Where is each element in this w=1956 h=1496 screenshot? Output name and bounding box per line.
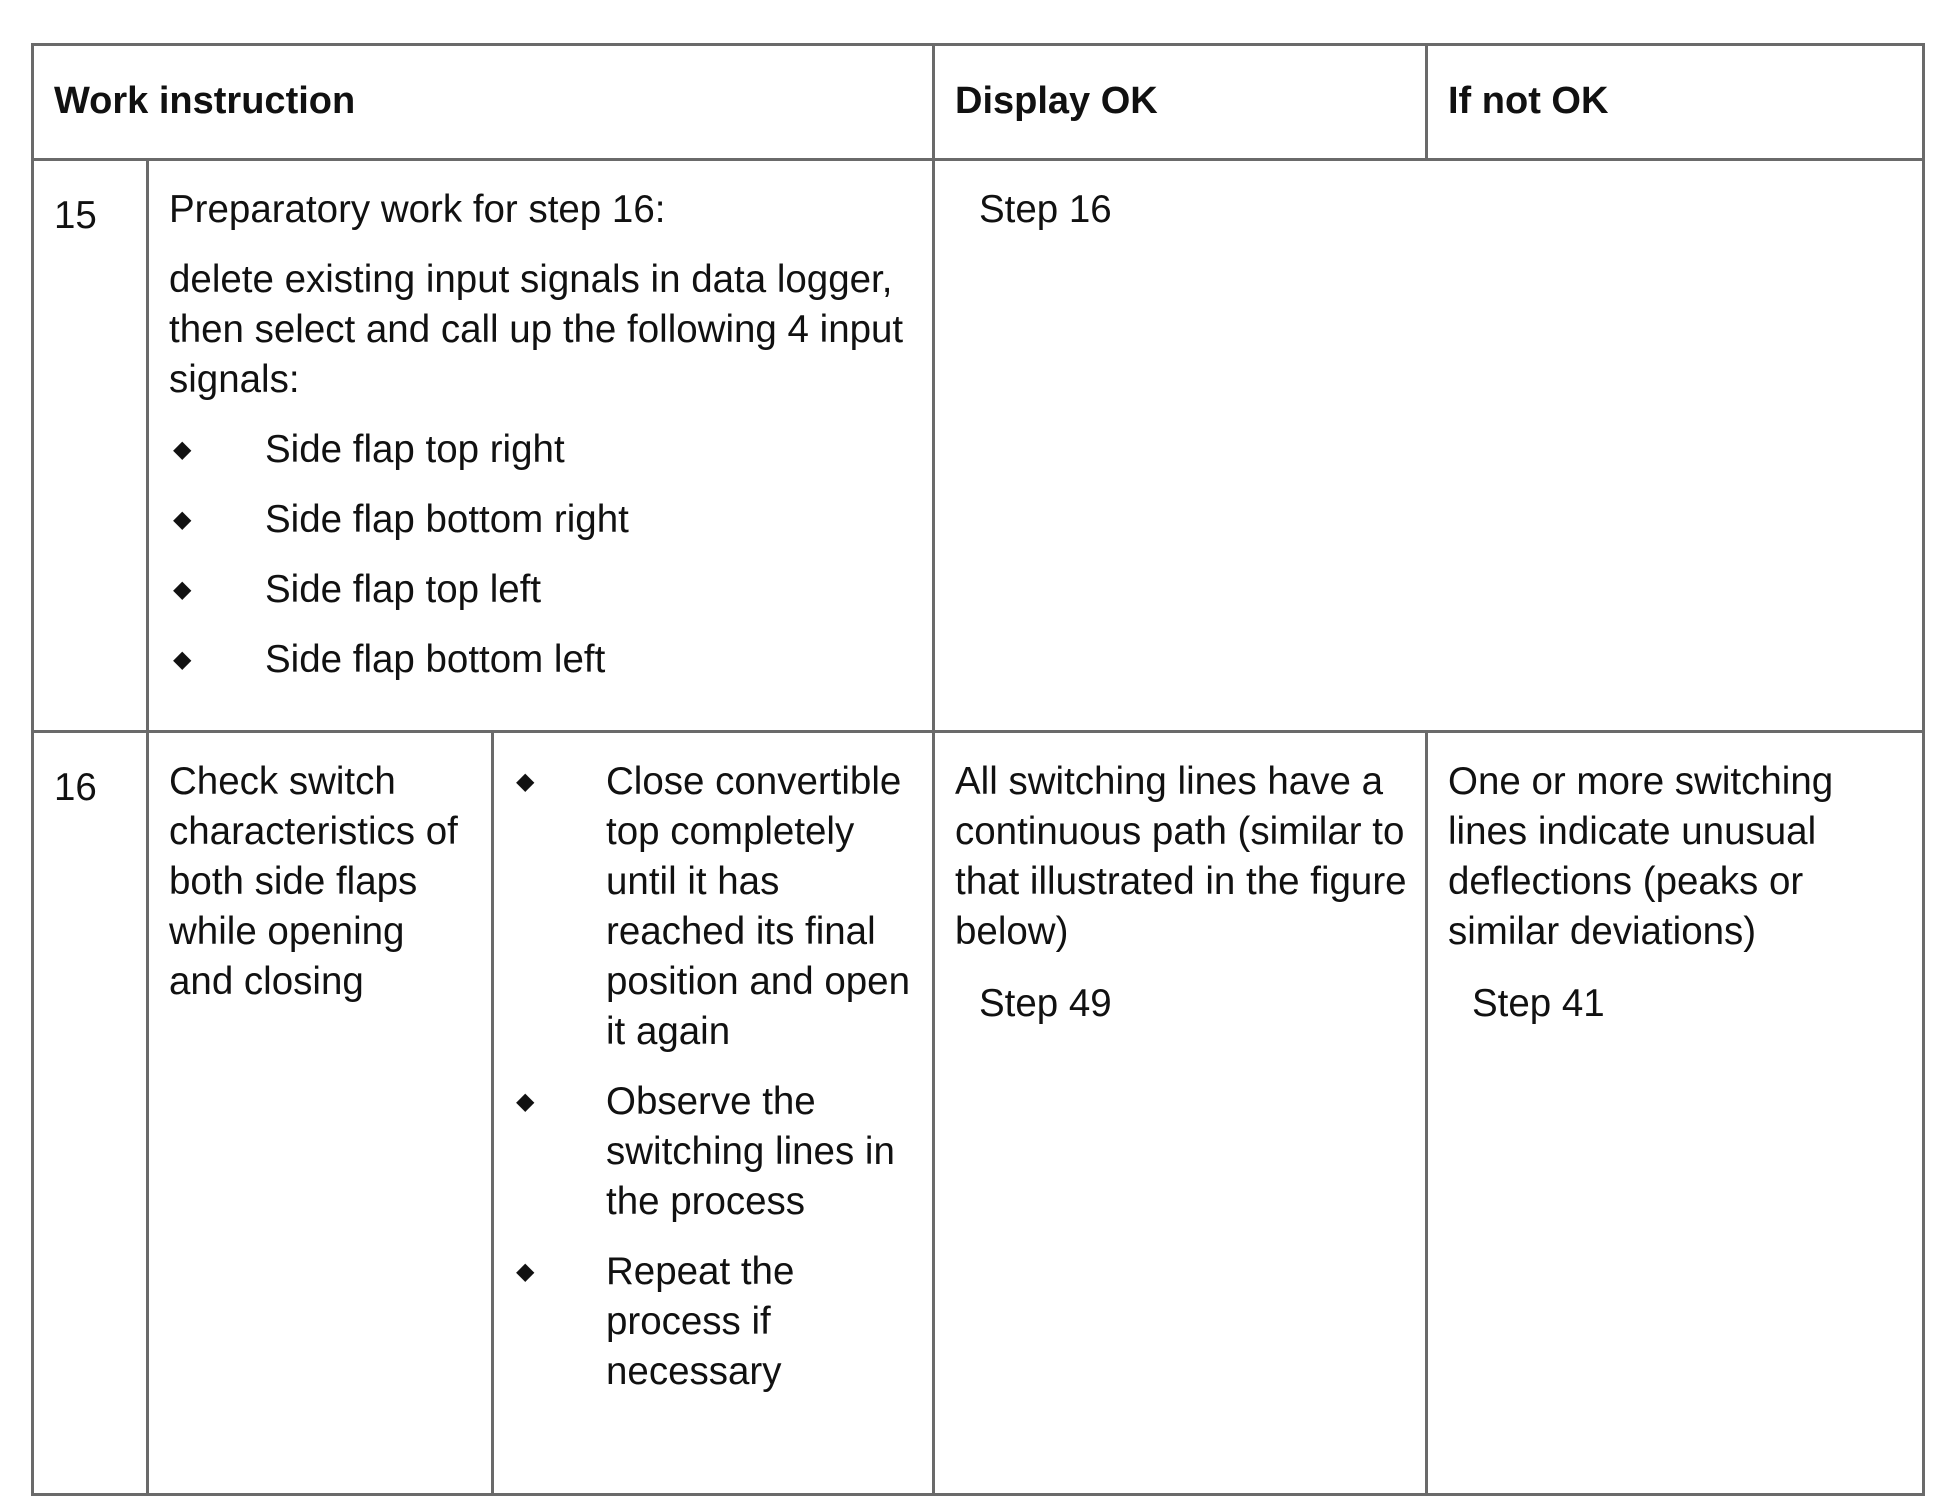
diamond-bullet-icon: ◆ xyxy=(516,1258,535,1285)
list-item-text: Side flap bottom right xyxy=(265,498,629,541)
work-instruction-table xyxy=(31,43,1925,1496)
diamond-bullet-icon: ◆ xyxy=(516,1088,535,1115)
diamond-bullet-icon: ◆ xyxy=(173,576,192,603)
if-not-ok-step-ref: Step 41 xyxy=(1472,982,1605,1025)
step-number-cell xyxy=(33,160,148,732)
list-item xyxy=(512,1077,920,1227)
display-ok-step-ref: Step 16 xyxy=(979,188,1112,231)
display-ok-text: All switching lines have a continuous path (similar to that illustrated in the figure below) xyxy=(955,760,1407,953)
display-ok-content xyxy=(935,733,1425,1029)
list-item xyxy=(512,1247,920,1397)
list-item-text: Side flap top left xyxy=(265,568,542,611)
table-row-step-16 xyxy=(33,732,1924,1495)
list-item xyxy=(169,565,914,615)
if-not-ok-cell xyxy=(1427,732,1924,1495)
step-number: 15 xyxy=(54,194,97,237)
list-item-text: Side flap top right xyxy=(265,428,565,471)
header-if-not-ok-label: If not OK xyxy=(1448,80,1609,123)
work-instruction-table-wrapper xyxy=(31,43,1922,1490)
diamond-bullet-icon: ◆ xyxy=(173,436,192,463)
list-item-text: Side flap bottom left xyxy=(265,638,606,681)
list-item xyxy=(512,757,920,1057)
header-work-instruction-label: Work instruction xyxy=(54,80,356,123)
header-if-not-ok xyxy=(1427,45,1924,160)
if-not-ok-text: One or more switching lines indicate unusual deflections (peaks or similar deviations) xyxy=(1448,760,1834,953)
input-signal-list xyxy=(169,425,914,685)
display-ok-cell xyxy=(934,160,1924,732)
list-item xyxy=(169,425,914,475)
list-item xyxy=(169,635,914,685)
instruction-text: Check switch characteristics of both side flaps while opening and closing xyxy=(169,760,458,1003)
work-instruction-cell xyxy=(148,160,934,732)
sub-steps-content xyxy=(494,733,932,1397)
header-work-instruction xyxy=(33,45,934,160)
instruction-intro: Preparatory work for step 16: xyxy=(169,188,666,231)
work-instruction-cell xyxy=(148,732,493,1495)
list-item-text: Observe the switching lines in the process xyxy=(606,1080,895,1223)
table-header-row xyxy=(33,45,1924,160)
display-ok-content xyxy=(935,161,1922,235)
sub-steps-cell xyxy=(493,732,934,1495)
step-number-cell xyxy=(33,732,148,1495)
diamond-bullet-icon: ◆ xyxy=(516,768,535,795)
sub-step-list xyxy=(512,757,920,1397)
diamond-bullet-icon: ◆ xyxy=(173,506,192,533)
header-display-ok-label: Display OK xyxy=(955,80,1158,123)
list-item-text: Repeat the process if necessary xyxy=(606,1250,795,1393)
work-instruction-content xyxy=(149,161,932,685)
table-row-step-15 xyxy=(33,160,1924,732)
step-number: 16 xyxy=(54,766,97,809)
display-ok-step-ref: Step 49 xyxy=(979,982,1112,1025)
display-ok-cell xyxy=(934,732,1427,1495)
if-not-ok-content xyxy=(1428,733,1922,1029)
list-item xyxy=(169,495,914,545)
list-item-text: Close convertible top completely until it has reached its final position and open it again xyxy=(606,760,910,1053)
diamond-bullet-icon: ◆ xyxy=(173,646,192,673)
instruction-detail: delete existing input signals in data logger, then select and call up the following 4 input signals: xyxy=(169,258,904,401)
header-display-ok xyxy=(934,45,1427,160)
